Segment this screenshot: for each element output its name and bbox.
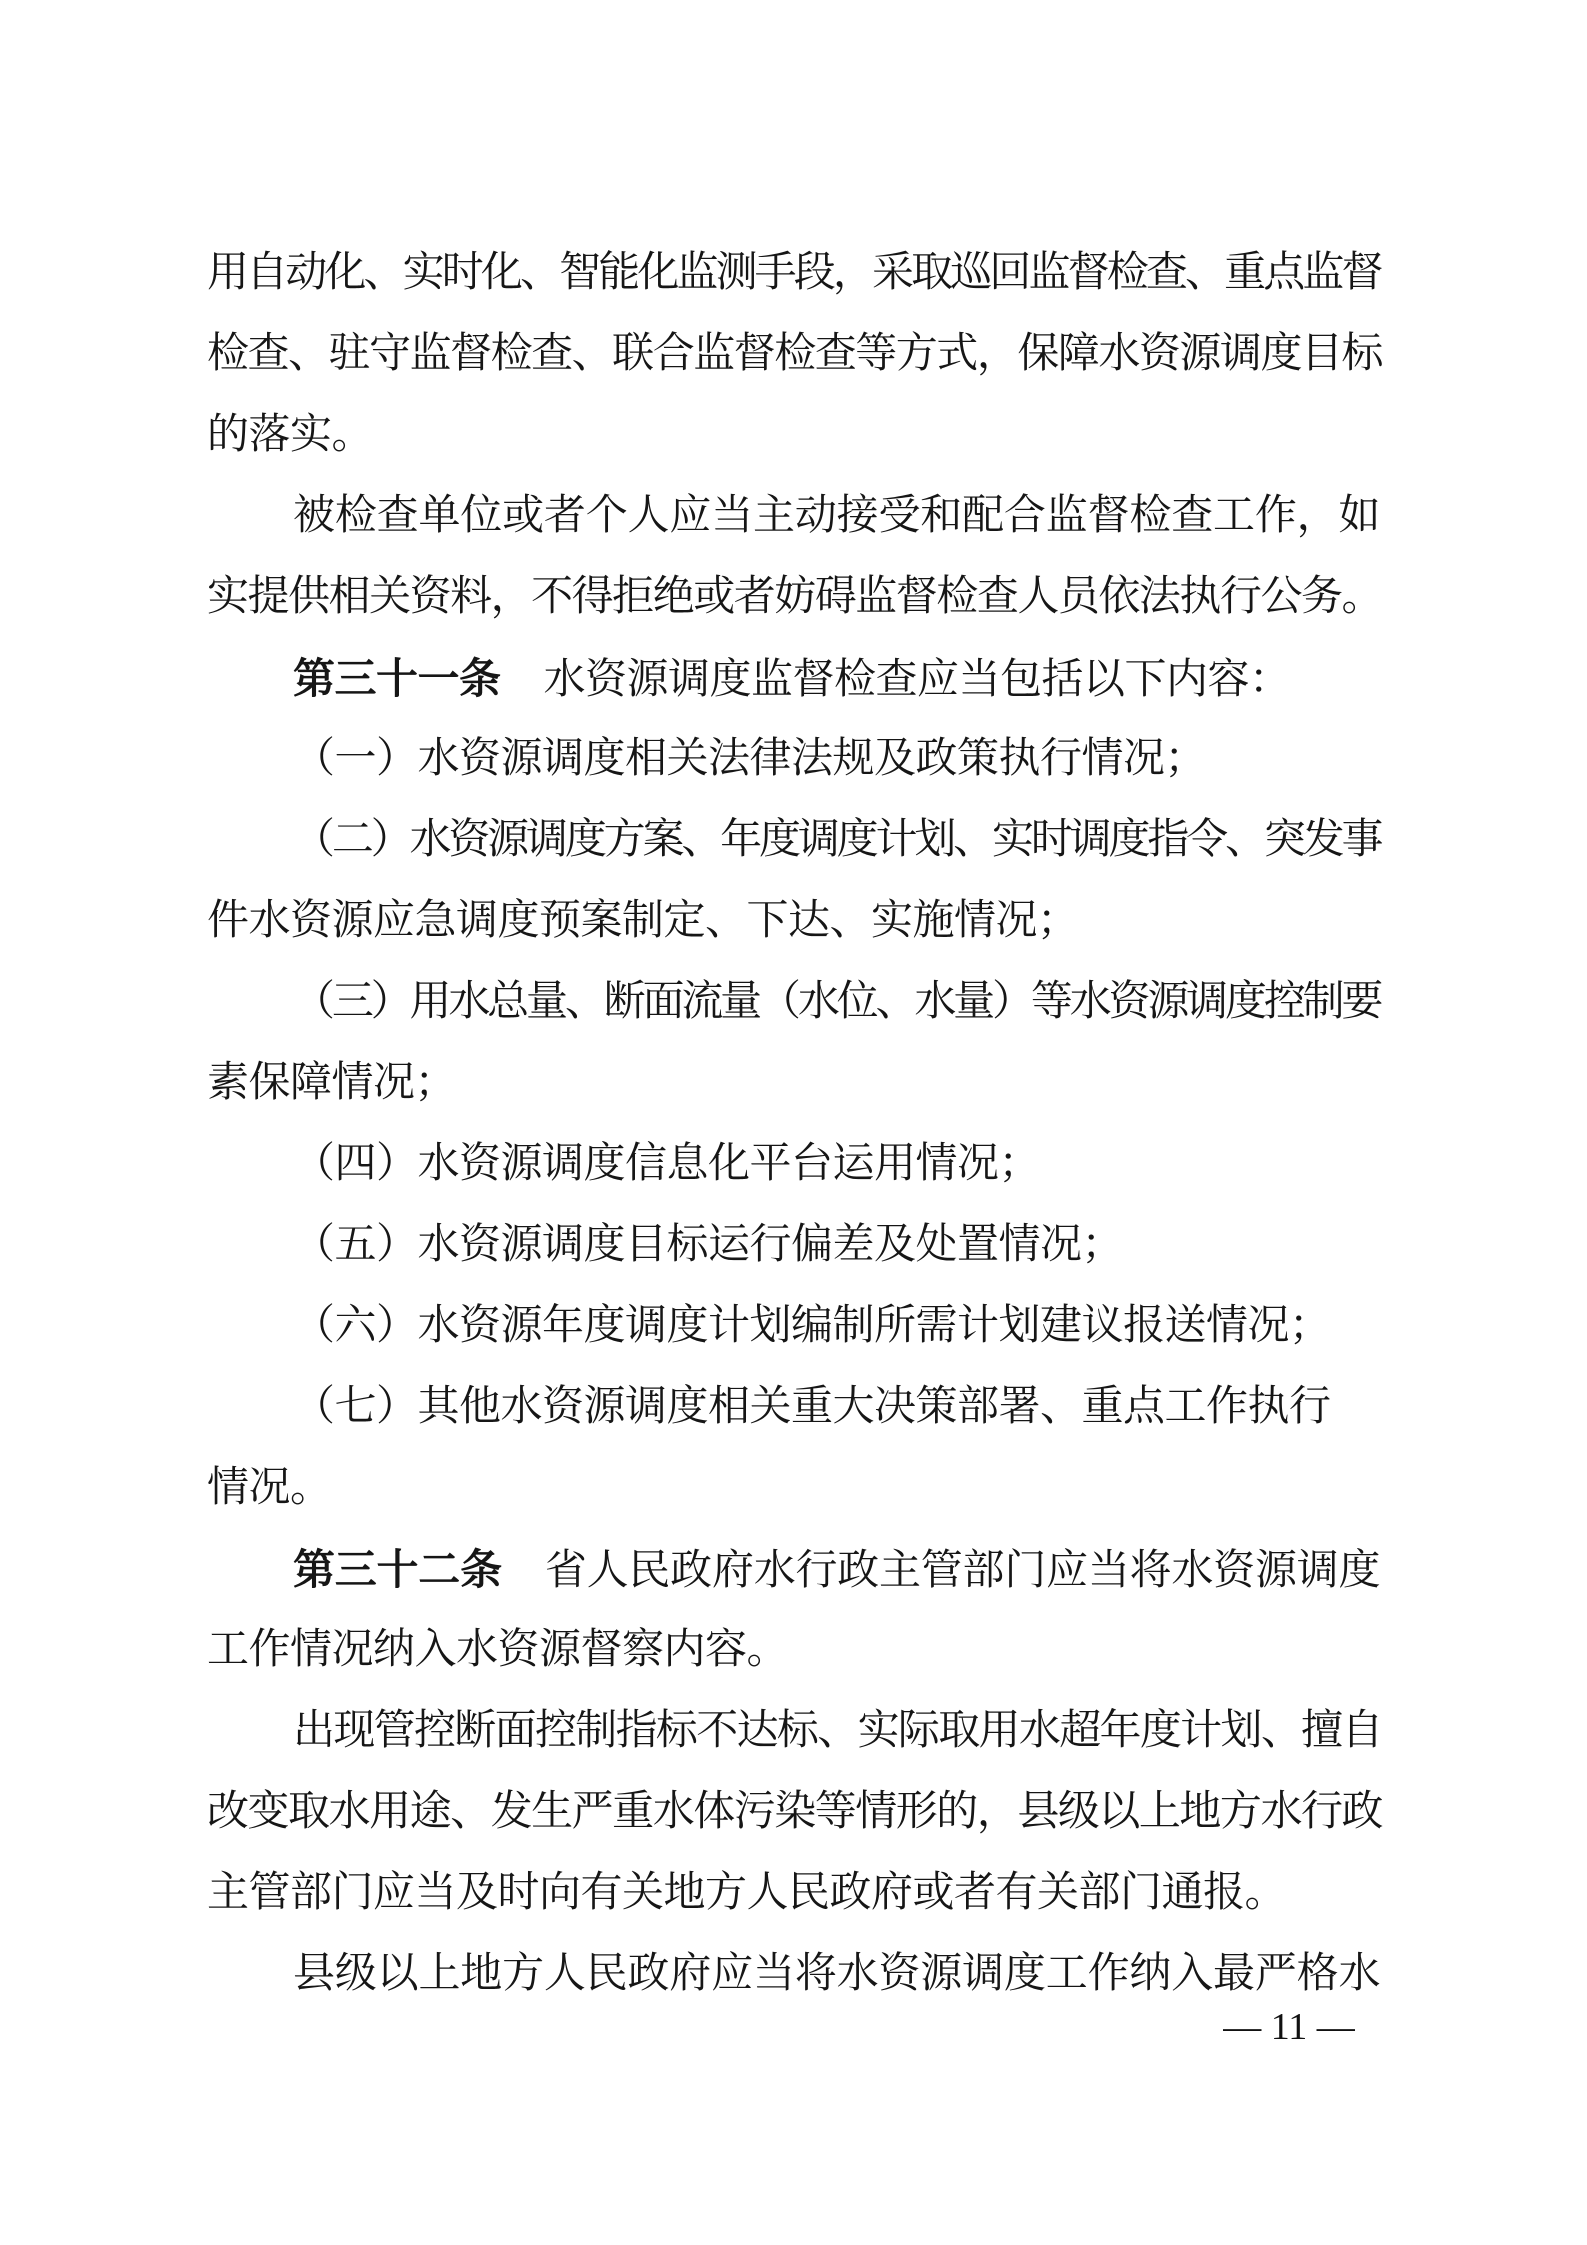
- article-32-heading-line: [207, 1529, 1380, 1610]
- text-line: 被检查单位或者个人应当主动接受和配合监督检查工作，如: [293, 493, 1380, 539]
- text-line: 实提供相关资料，不得拒绝或者妨碍监督检查人员依法执行公务。: [207, 574, 1380, 620]
- text-line: （四）水资源调度信息化平台运用情况；: [293, 1141, 1041, 1187]
- text-line: 出现管控断面控制指标不达标、实际取用水超年度计划、擅自: [293, 1708, 1380, 1754]
- text-line: 情况。: [207, 1465, 332, 1511]
- text-line: 素保障情况；: [207, 1060, 457, 1106]
- text-line: （五）水资源调度目标运行偏差及处置情况；: [293, 1222, 1124, 1268]
- text-line: （六）水资源年度调度计划编制所需计划建议报送情况；: [293, 1303, 1331, 1349]
- text-line: 工作情况纳入水资源督察内容。: [207, 1627, 789, 1673]
- article-text: 省人民政府水行政主管部门应当将水资源调度: [544, 1548, 1380, 1594]
- text-line: 件水资源应急调度预案制定、下达、实施情况；: [207, 898, 1079, 944]
- text-line: 主管部门应当及时向有关地方人民政府或者有关部门通报。: [207, 1870, 1287, 1916]
- text-line: 检查、驻守监督检查、联合监督检查等方式，保障水资源调度目标: [207, 331, 1380, 377]
- article-31-heading-line: [207, 638, 1380, 719]
- article-number: 第三十二条: [293, 1546, 502, 1593]
- text-line: （二）水资源调度方案、年度调度计划、实时调度指令、突发事: [293, 817, 1380, 863]
- page-number: — 11 —: [1223, 2006, 1355, 2048]
- text-block: [207, 233, 1380, 2015]
- article-text: 水资源调度监督检查应当包括以下内容：: [543, 657, 1291, 703]
- text-line: 县级以上地方人民政府应当将水资源调度工作纳入最严格水: [293, 1951, 1380, 1997]
- text-line: （一）水资源调度相关法律法规及政策执行情况；: [293, 736, 1207, 782]
- article-number: 第三十一条: [293, 655, 501, 702]
- text-line: 的落实。: [207, 412, 374, 458]
- text-line: （三）用水总量、断面流量（水位、水量）等水资源调度控制要: [293, 979, 1380, 1025]
- text-line: （七）其他水资源调度相关重大决策部署、重点工作执行: [293, 1384, 1331, 1430]
- text-line: 用自动化、实时化、智能化监测手段，采取巡回监督检查、重点监督: [207, 250, 1380, 296]
- text-line: 改变取水用途、发生严重水体污染等情形的，县级以上地方水行政: [207, 1789, 1380, 1835]
